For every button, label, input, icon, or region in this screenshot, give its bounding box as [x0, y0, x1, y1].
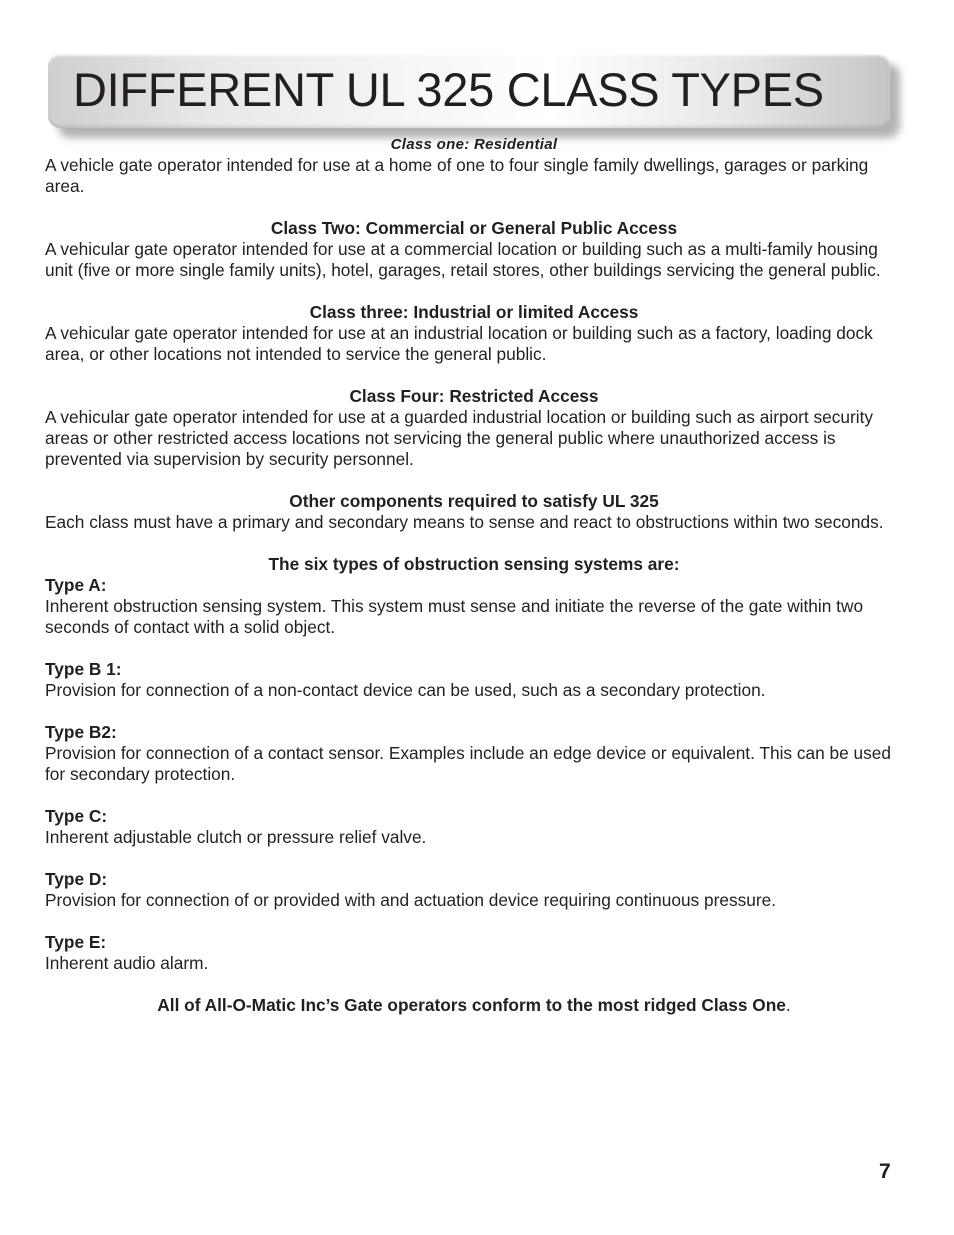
spacer [45, 281, 903, 302]
title-banner [48, 54, 890, 128]
type-c-item [45, 806, 903, 848]
class-four-heading: Class Four: Restricted Access [349, 386, 599, 406]
spacer [45, 848, 903, 869]
type-e-item [45, 932, 903, 974]
type-a-item [45, 575, 903, 638]
class-four-section [45, 386, 903, 470]
class-three-heading: Class three: Industrial or limited Access [309, 302, 639, 322]
spacer [45, 533, 903, 554]
type-d-item [45, 869, 903, 911]
other-components-section [45, 491, 903, 533]
type-b2-description: Provision for connection of a contact sensor. Examples include an edge device or equivalent. This can be used for secondary protection. [45, 743, 892, 784]
class-two-heading: Class Two: Commercial or General Public Access [270, 218, 678, 238]
class-three-description: A vehicular gate operator intended for use at an industrial location or building such as a factory, loading dock area, or other locations not intended to service the general public. [45, 323, 873, 364]
class-four-description: A vehicular gate operator intended for use at a guarded industrial location or building such as airport security areas or other restricted access locations not servicing the general public where unauthorized access is prevented via supervision by security personnel. [45, 407, 874, 469]
type-b1-label: Type B 1: [45, 659, 122, 679]
spacer [45, 470, 903, 491]
page-number: 7 [879, 1160, 891, 1183]
class-one-heading: Class one: Residential [390, 136, 558, 153]
type-b1-description: Provision for connection of a non-contact device can be used, such as a secondary protection. [45, 680, 766, 700]
conformance-statement-text: All of All-O-Matic Inc’s Gate operators conform to the most ridged Class One [157, 995, 786, 1015]
sensing-types-section [45, 554, 903, 974]
type-c-description: Inherent adjustable clutch or pressure relief valve. [45, 827, 427, 847]
conformance-statement [45, 995, 903, 1016]
conformance-statement-period: . [785, 995, 791, 1015]
other-components-heading: Other components required to satisfy UL 325 [289, 491, 659, 511]
spacer [45, 911, 903, 932]
spacer [45, 785, 903, 806]
type-a-label: Type A: [45, 575, 107, 595]
spacer [45, 365, 903, 386]
type-d-label: Type D: [45, 869, 108, 889]
spacer [45, 974, 903, 995]
title-banner-plate [48, 54, 890, 128]
class-two-section [45, 218, 903, 281]
other-components-description: Each class must have a primary and secondary means to sense and react to obstructions within two seconds. [45, 512, 884, 532]
type-b2-label: Type B2: [45, 722, 117, 742]
class-three-section [45, 302, 903, 365]
document-body [45, 134, 903, 1016]
sensing-types-heading: The six types of obstruction sensing systems are: [268, 554, 680, 574]
spacer [45, 701, 903, 722]
type-b2-item [45, 722, 903, 785]
type-e-description: Inherent audio alarm. [45, 953, 209, 973]
type-e-label: Type E: [45, 932, 107, 952]
type-c-label: Type C: [45, 806, 108, 826]
class-one-description: A vehicle gate operator intended for use at a home of one to four single family dwellings, garages or parking area. [45, 155, 869, 196]
class-one-section [45, 134, 903, 197]
spacer [45, 197, 903, 218]
type-d-description: Provision for connection of or provided with and actuation device requiring continuous pressure. [45, 890, 777, 910]
type-a-description: Inherent obstruction sensing system. This system must sense and initiate the reverse of the gate within two seconds of contact with a solid object. [45, 596, 864, 637]
type-b1-item [45, 659, 903, 701]
class-two-description: A vehicular gate operator intended for use at a commercial location or building such as a multi-family housing unit (five or more single family units), hotel, garages, retail stores, other buildings servicing the general public. [45, 239, 881, 280]
spacer [45, 638, 903, 659]
page-title: DIFFERENT UL 325 CLASS TYPES [73, 63, 824, 116]
